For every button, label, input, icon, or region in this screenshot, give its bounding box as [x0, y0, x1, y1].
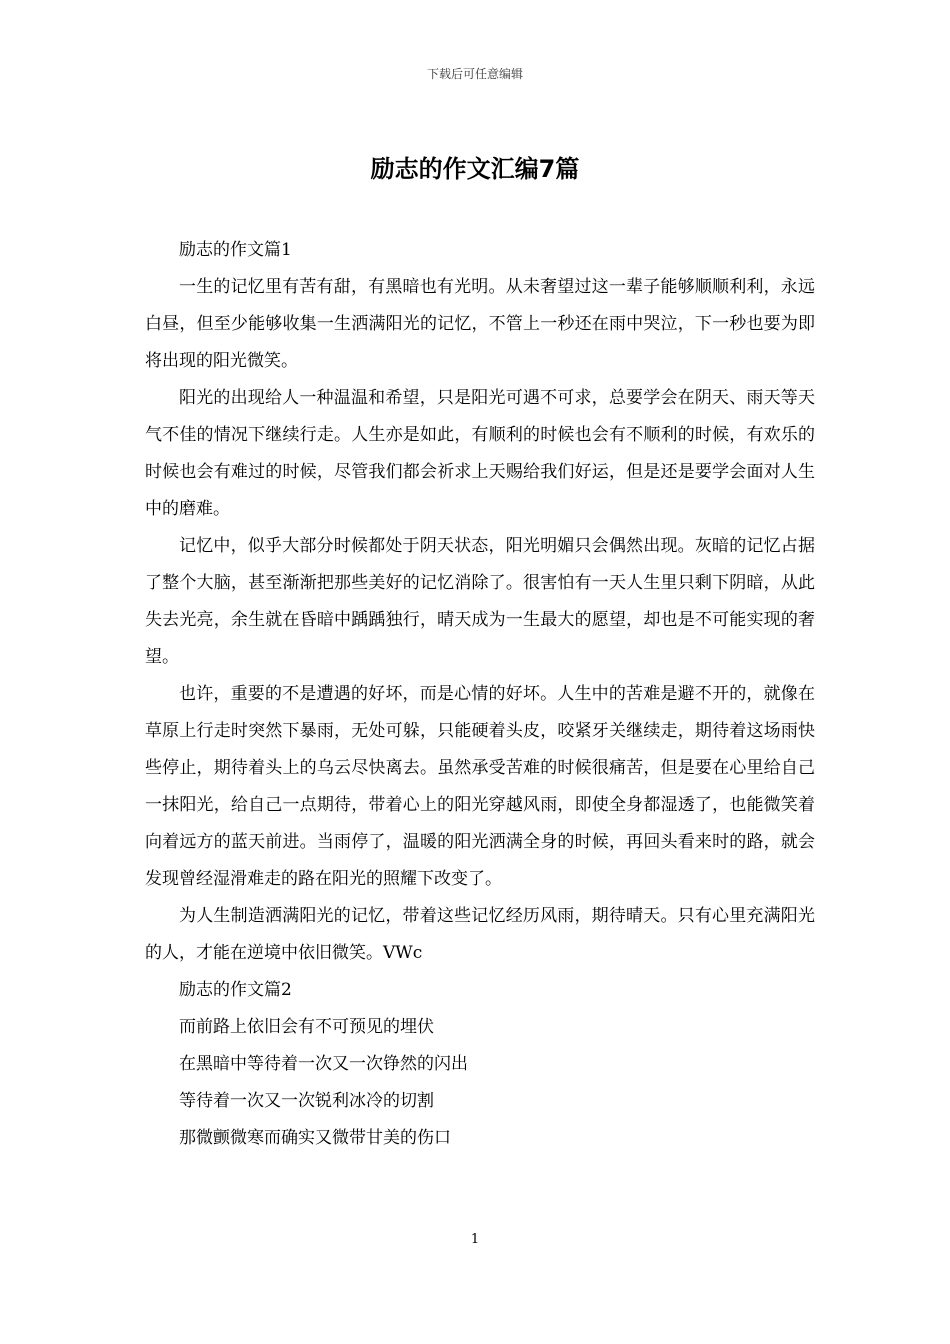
paragraph: 记忆中，似乎大部分时候都处于阴天状态，阳光明媚只会偶然出现。灰暗的记忆占据了整个大脑，甚至渐渐把那些美好的记忆消除了。很害怕有一天人生里只剩下阴暗，从此失去光亮，余生就在昏暗中踽踽独行，晴天成为一生最大的愿望，却也是不可能实现的奢望。: [145, 536, 815, 667]
page-number: 1: [470, 1232, 480, 1247]
document-body: [145, 232, 815, 1157]
paragraph: 阳光的出现给人一种温温和希望，只是阳光可遇不可求，总要学会在阴天、雨天等天气不佳的情况下继续行走。人生亦是如此，有顺利的时候也会有不顺利的时候，有欢乐的时候也会有难过的时候，尽管我们都会祈求上天赐给我们好运，但是还是要学会面对人生中的磨难。: [145, 388, 815, 519]
paragraph: 也许，重要的不是遭遇的好坏，而是心情的好坏。人生中的苦难是避不开的，就像在草原上行走时突然下暴雨，无处可躲，只能硬着头皮，咬紧牙关继续走，期待着这场雨快些停止，期待着头上的乌云尽快离去。虽然承受苦难的时候很痛苦，但是要在心里给自己一抹阳光，给自己一点期待，带着心上的阳光穿越风雨，即使全身都湿透了，也能微笑着向着远方的蓝天前进。当雨停了，温暖的阳光洒满全身的时候，再回头看来时的路，就会发现曾经湿滑难走的路在阳光的照耀下改变了。: [145, 684, 815, 889]
section-heading-2: 励志的作文篇2: [179, 980, 292, 1000]
poem-line: 那微颤微寒而确实又微带甘美的伤口: [179, 1128, 451, 1148]
poem-line: 等待着一次又一次锐利冰冷的切割: [179, 1091, 434, 1111]
paragraph: 为人生制造洒满阳光的记忆，带着这些记忆经历风雨，期待晴天。只有心里充满阳光的人，才能在逆境中依旧微笑。VWc: [145, 906, 815, 963]
header-note: 下载后可任意编辑: [426, 67, 523, 81]
poem-line: 而前路上依旧会有不可预见的埋伏: [179, 1017, 434, 1037]
document-title: 励志的作文汇编7篇: [370, 155, 580, 183]
paragraph: 一生的记忆里有苦有甜，有黑暗也有光明。从未奢望过这一辈子能够顺顺利利，永远白昼，但至少能够收集一生洒满阳光的记忆，不管上一秒还在雨中哭泣，下一秒也要为即将出现的阳光微笑。: [145, 277, 815, 371]
poem-line: 在黑暗中等待着一次又一次铮然的闪出: [179, 1054, 468, 1074]
section-heading-1: 励志的作文篇1: [179, 240, 292, 260]
